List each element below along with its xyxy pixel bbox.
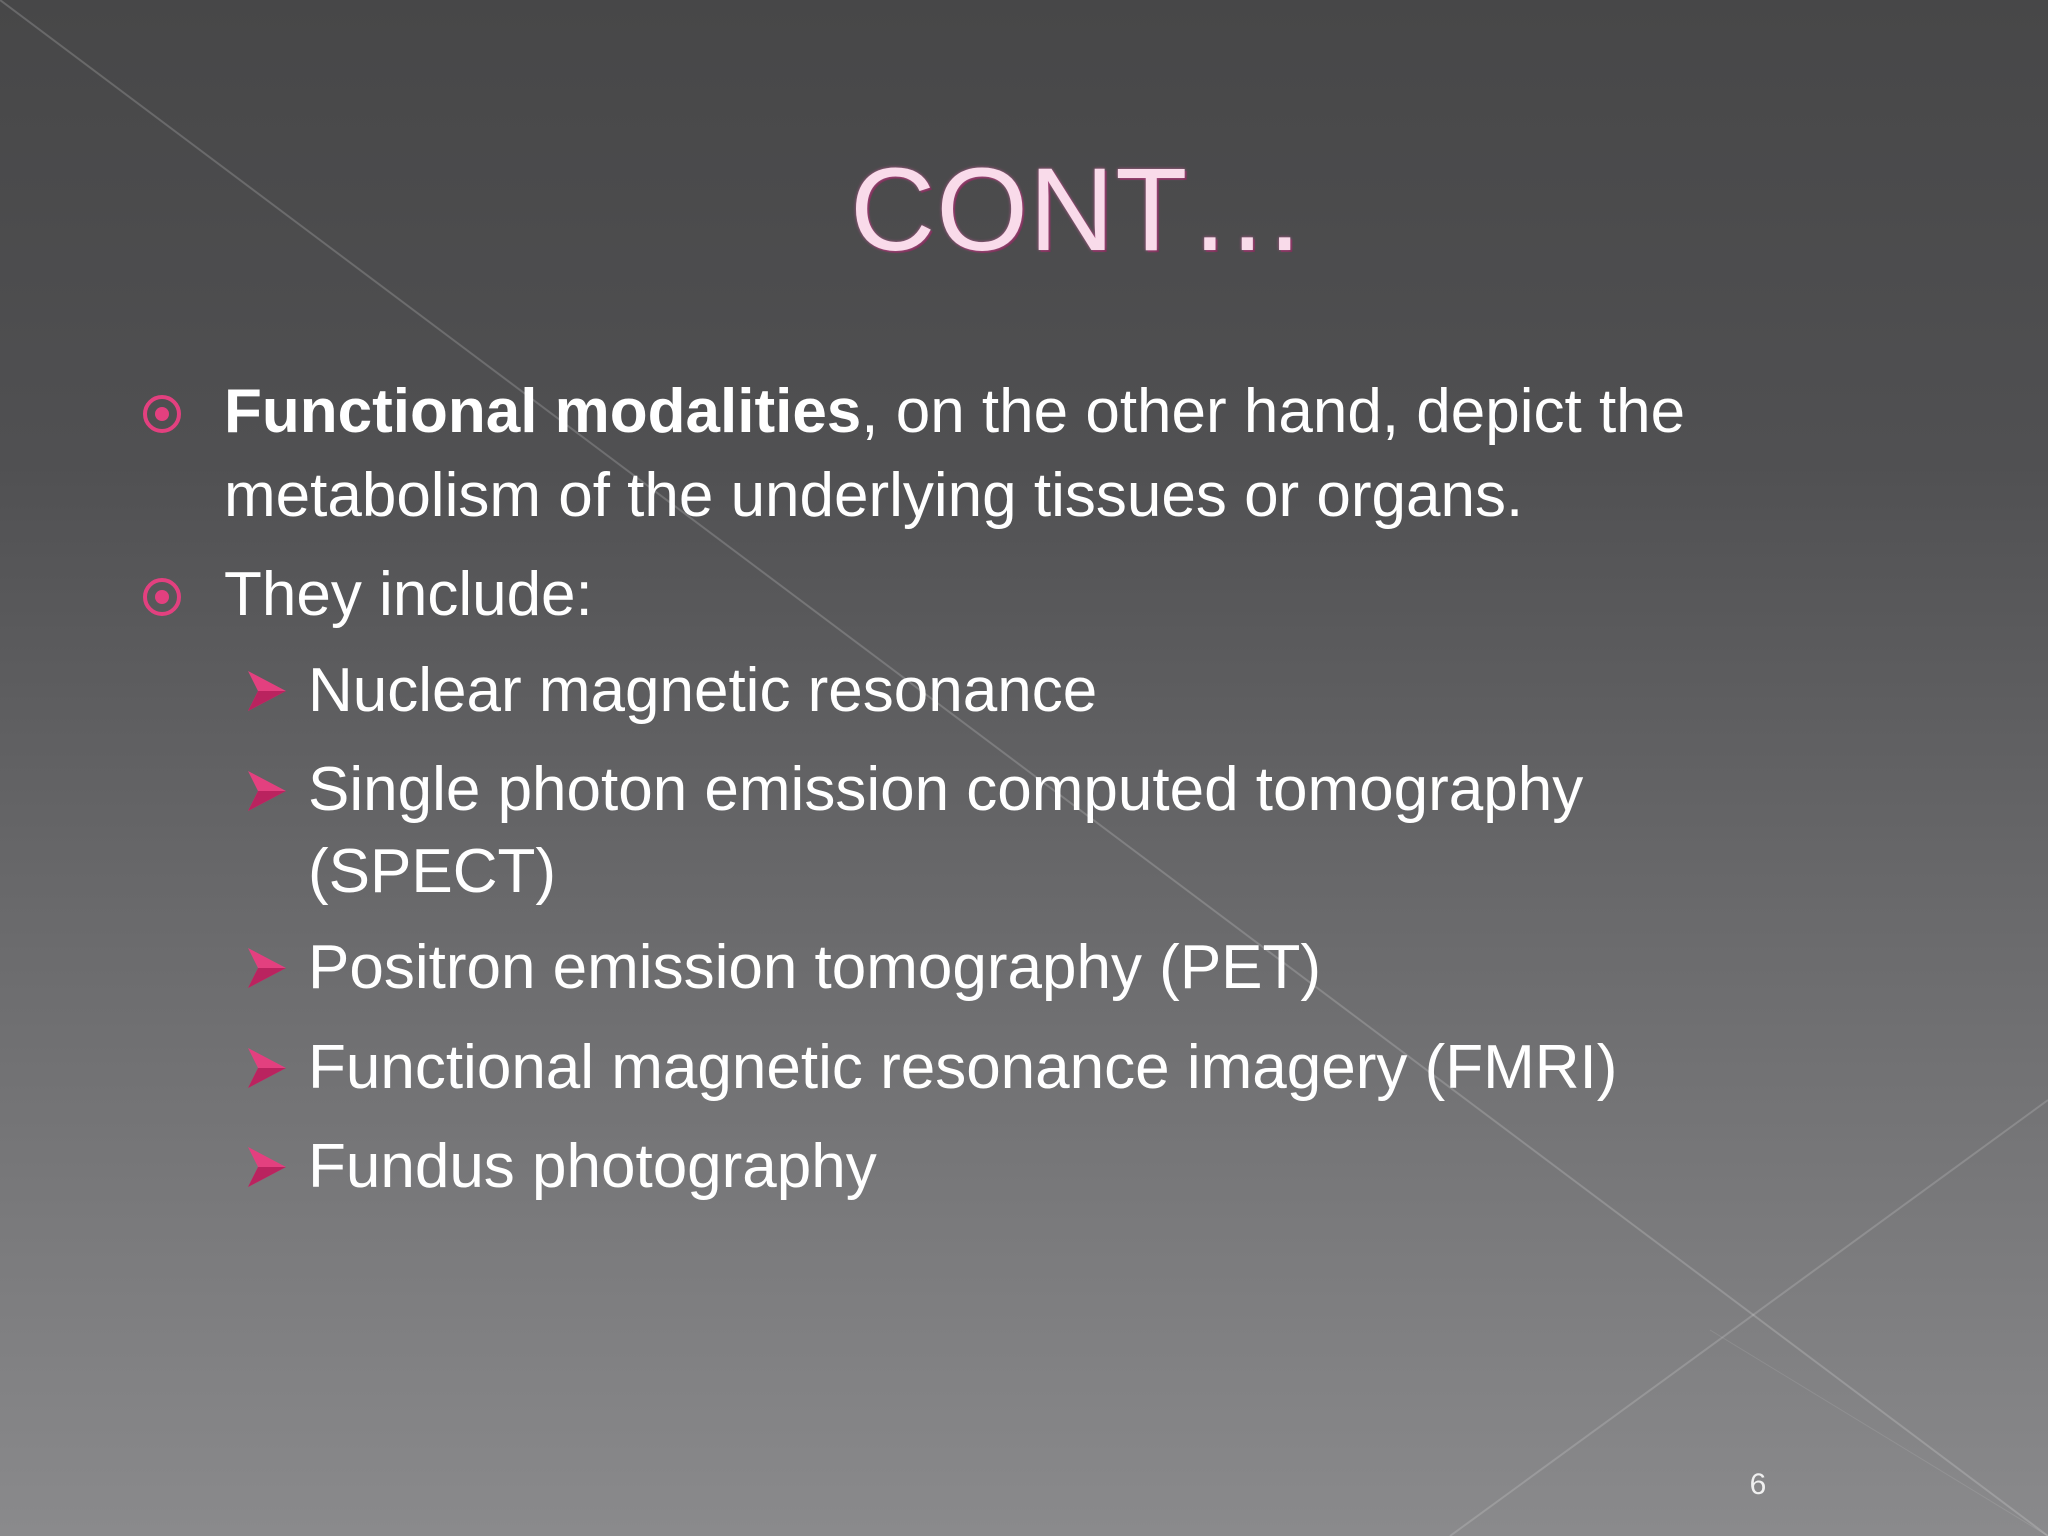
bullet-item-they-include: They include: [224, 560, 593, 629]
bullet-item-functional-modalities [224, 370, 1864, 538]
sub-item-nuclear-magnetic-resonance: Nuclear magnetic resonance [308, 656, 1098, 725]
slide-title: CONT… [850, 144, 1308, 276]
target-circle-icon [140, 575, 184, 619]
target-circle-icon [140, 392, 184, 436]
chevron-arrow-icon [246, 944, 288, 992]
sub-item-fmri: Functional magnetic resonance imagery (FMRI) [308, 1033, 1618, 1102]
chevron-arrow-icon [246, 1143, 288, 1191]
chevron-arrow-icon [246, 1044, 288, 1092]
chevron-arrow-icon [246, 667, 288, 715]
bullet-bold-text: Functional modalities [224, 377, 862, 446]
chevron-arrow-icon [246, 767, 288, 815]
bullet-text: , on the other hand, depict the metabolism of the underlying tissues or organs. [224, 377, 1686, 530]
sub-item-spect: Single photon emission computed tomography (SPECT) [308, 755, 1584, 906]
sub-item-fundus-photography: Fundus photography [308, 1132, 877, 1201]
sub-item-pet: Positron emission tomography (PET) [308, 933, 1322, 1002]
page-number: 6 [1749, 1468, 1767, 1501]
